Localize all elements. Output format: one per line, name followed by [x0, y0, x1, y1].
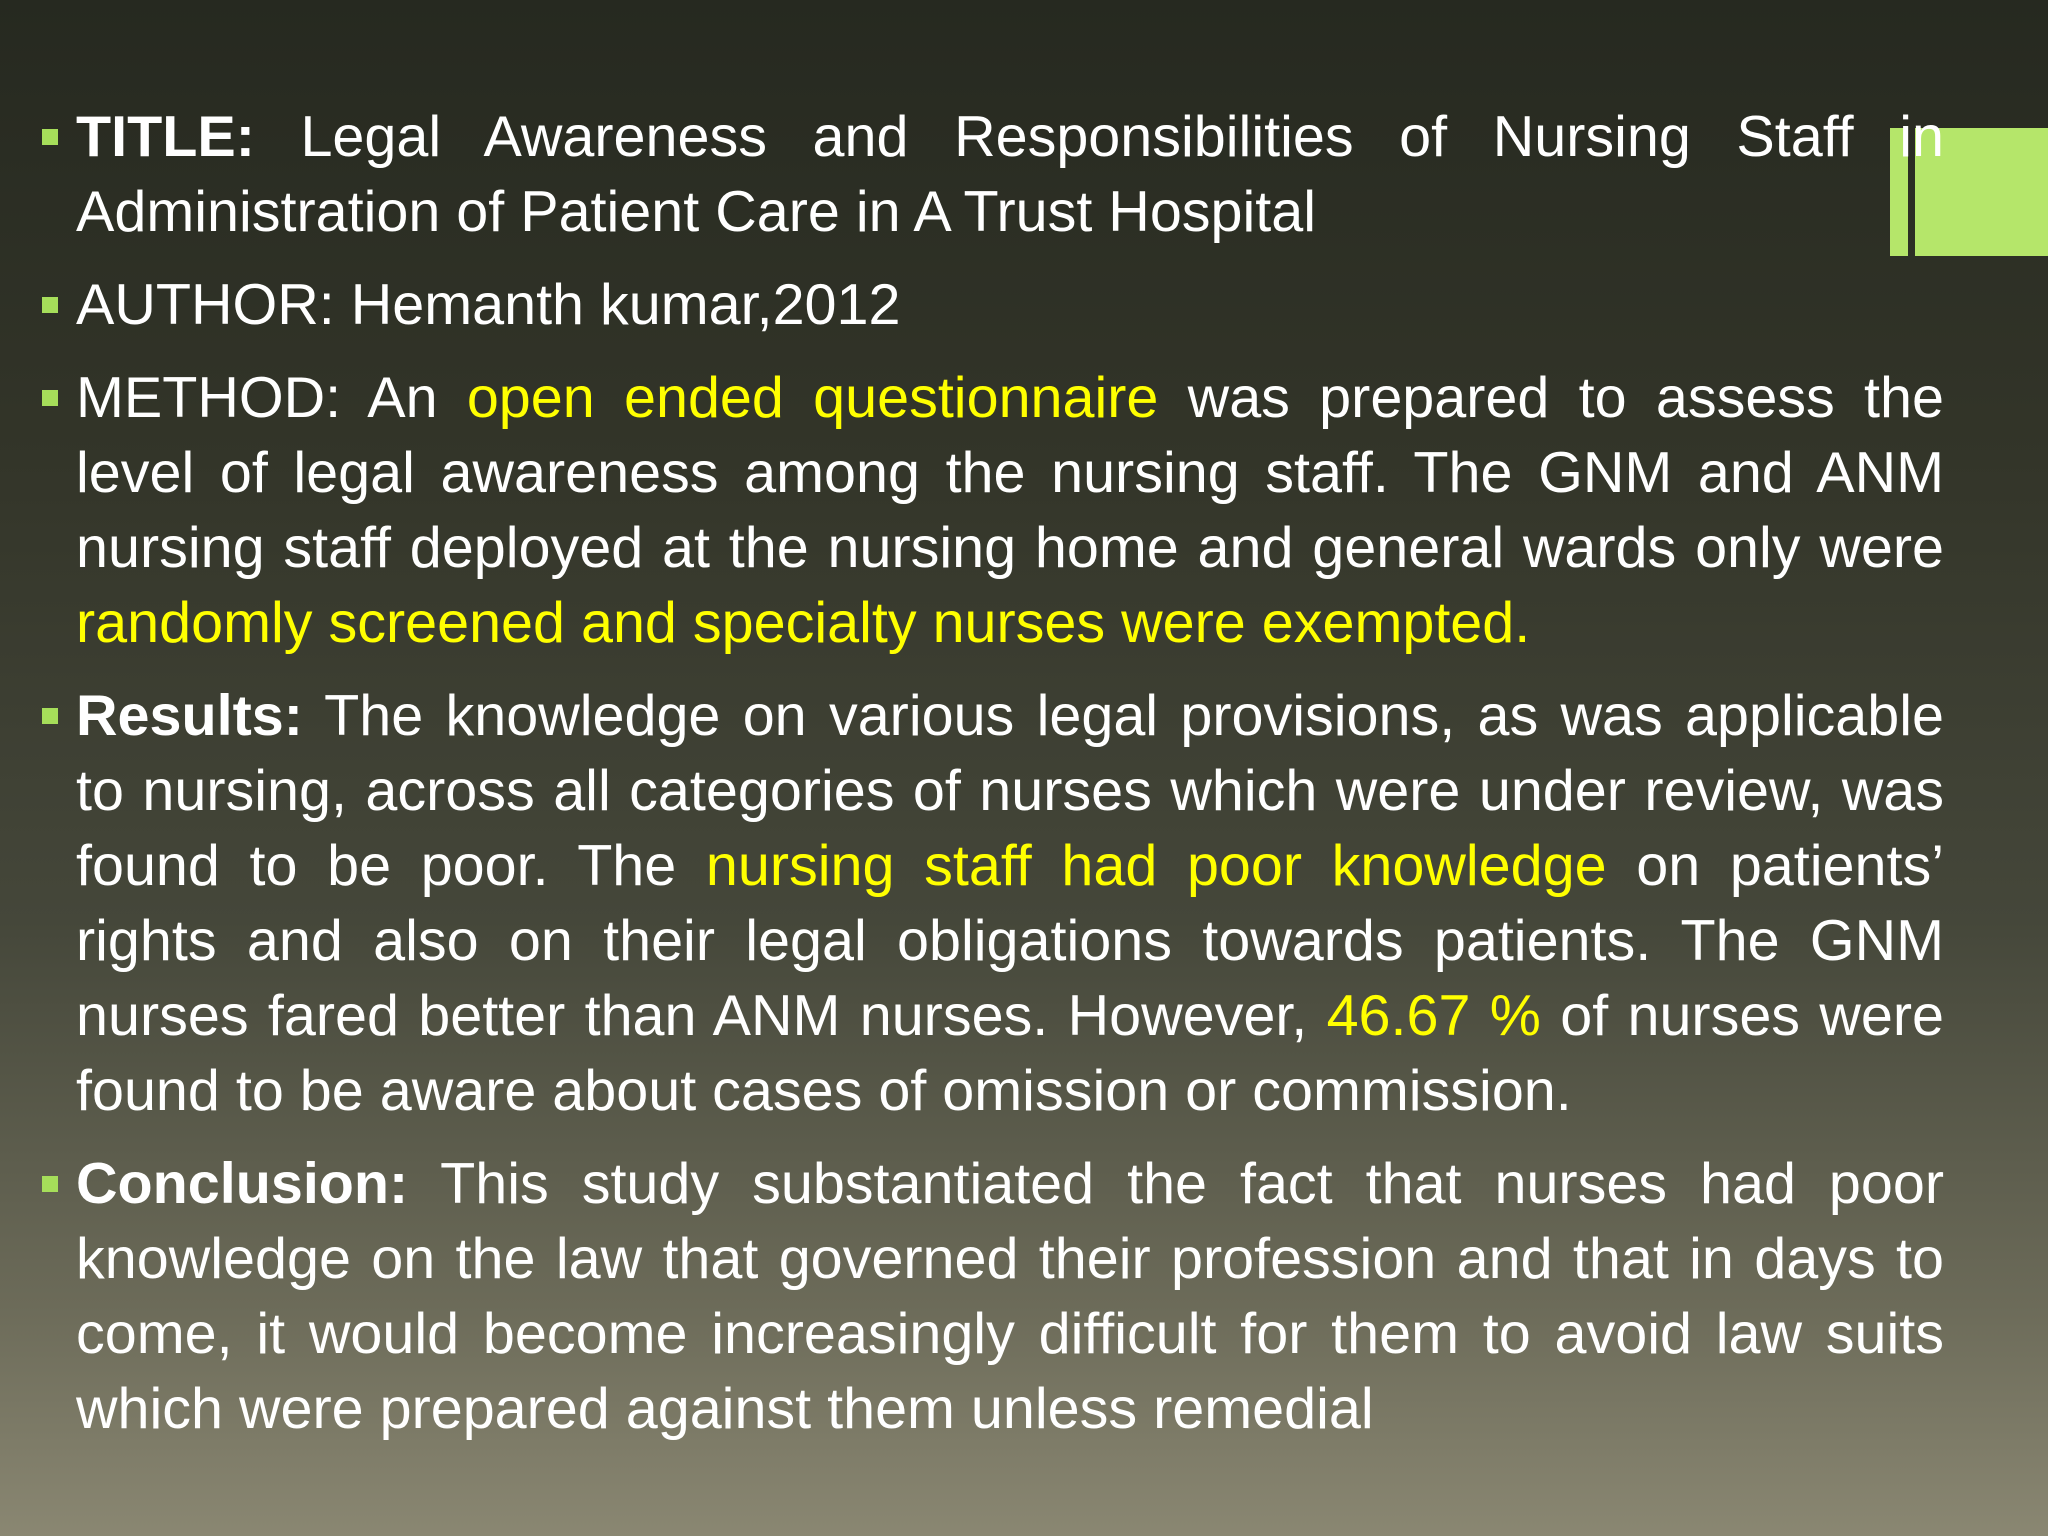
method-highlight-2: randomly screened and specialty nurses were exempted. [76, 591, 1531, 655]
bullet-icon [42, 390, 58, 406]
results-text-3: of nurses were found to be aware about cases of omission or commission. [76, 984, 1944, 1123]
results-text-2: on patients’ rights and also on their legal obligations towards patients. The GNM nurses fared better than ANM nurses. However, [76, 834, 1944, 1048]
title-text: Legal Awareness and Responsibilities of Nursing Staff in Administration of Patient Care in A Trust Hospital [76, 105, 1944, 244]
results-item [38, 679, 1944, 1129]
bullet-icon [42, 708, 58, 724]
title-label: TITLE: [76, 105, 255, 169]
conclusion-label: Conclusion: [76, 1152, 409, 1216]
method-text-2: was prepared to assess the level of legal awareness among the nursing staff. The GNM and ANM nursing staff deployed at the nursing home and general wards only were [76, 366, 1944, 580]
results-highlight-1: nursing staff had poor knowledge [705, 834, 1607, 898]
author-text: AUTHOR: Hemanth kumar,2012 [76, 273, 901, 337]
results-highlight-2: 46.67 % [1326, 984, 1541, 1048]
results-text-1: The knowledge on various legal provisions, as was applicable to nursing, across all categories of nurses which were under review, was found to be poor. The [76, 684, 1944, 898]
method-item [38, 361, 1944, 661]
author-item [38, 268, 1944, 343]
bullet-icon [42, 297, 58, 313]
conclusion-text: This study substantiated the fact that nurses had poor knowledge on the law that governed their profession and that in days to come, it would become increasingly difficult for them to avoid law suits which were prepared against them unless remedial [76, 1152, 1944, 1441]
method-highlight-1: open ended questionnaire [466, 366, 1159, 430]
slide-content [38, 100, 1944, 1465]
title-item [38, 100, 1944, 250]
method-text-1: METHOD: An [76, 366, 467, 430]
bullet-icon [42, 129, 58, 145]
bullet-icon [42, 1176, 58, 1192]
conclusion-item [38, 1147, 1944, 1447]
results-label: Results: [76, 684, 303, 748]
